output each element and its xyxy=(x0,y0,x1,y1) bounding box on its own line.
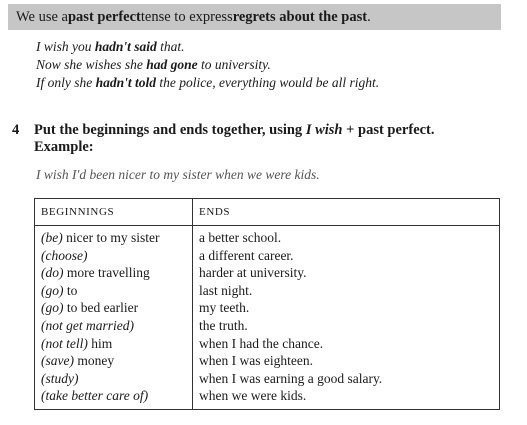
example-line-1: I wish you hadn't said that. xyxy=(36,39,185,54)
header-ends: ENDS xyxy=(193,199,500,226)
rule-middle: tense to express xyxy=(140,8,233,25)
end-item: last night. xyxy=(199,282,253,298)
beginning-item: (save) money xyxy=(41,353,115,369)
end-item: the truth. xyxy=(199,317,248,333)
beginning-item: (study) xyxy=(41,370,79,386)
end-item: my teeth. xyxy=(199,300,250,316)
end-item: a better school. xyxy=(199,230,282,245)
rule-term-past-perfect: past perfect xyxy=(67,8,141,25)
ends-column xyxy=(193,226,500,410)
rule-prefix: We use a xyxy=(16,8,68,25)
example-sentence: I wish I'd been nicer to my sister when we were kids. xyxy=(36,167,320,182)
end-item: when I had the chance. xyxy=(199,335,324,351)
rule-term-regrets: regrets about the past xyxy=(232,8,368,25)
beginning-item: (do) more travelling xyxy=(41,265,150,281)
beginnings-column xyxy=(35,226,193,410)
exercise-number: 4 xyxy=(12,122,20,138)
beginning-item: (go) to bed earlier xyxy=(41,300,139,316)
example-label: Example: xyxy=(34,139,94,155)
grammar-rule-banner xyxy=(8,4,501,30)
beginning-item: (not get married) xyxy=(41,317,134,333)
end-item: a different career. xyxy=(199,247,294,263)
beginning-item: (not tell) him xyxy=(41,335,113,351)
end-item: harder at university. xyxy=(199,265,307,281)
end-item: when I was eighteen. xyxy=(199,353,313,369)
beginning-item: (choose) xyxy=(41,247,88,263)
table-body-row xyxy=(35,226,500,410)
rule-suffix: . xyxy=(367,8,371,25)
example-line-3: If only she hadn't told the police, everything would be all right. xyxy=(36,75,380,90)
grammar-examples xyxy=(36,38,379,92)
end-item: when we were kids. xyxy=(199,388,307,404)
table-header-row xyxy=(35,199,500,226)
example-line-2: Now she wishes she had gone to university. xyxy=(36,57,271,72)
matching-table xyxy=(34,198,500,410)
end-item: when I was earning a good salary. xyxy=(199,370,383,386)
beginning-item: (go) to xyxy=(41,282,78,298)
exercise-instruction: Put the beginnings and ends together, using I wish + past perfect. xyxy=(34,122,435,138)
header-beginnings: BEGINNINGS xyxy=(35,199,193,226)
beginning-item: (take better care of) xyxy=(41,388,149,404)
beginning-item: (be) nicer to my sister xyxy=(41,230,160,245)
